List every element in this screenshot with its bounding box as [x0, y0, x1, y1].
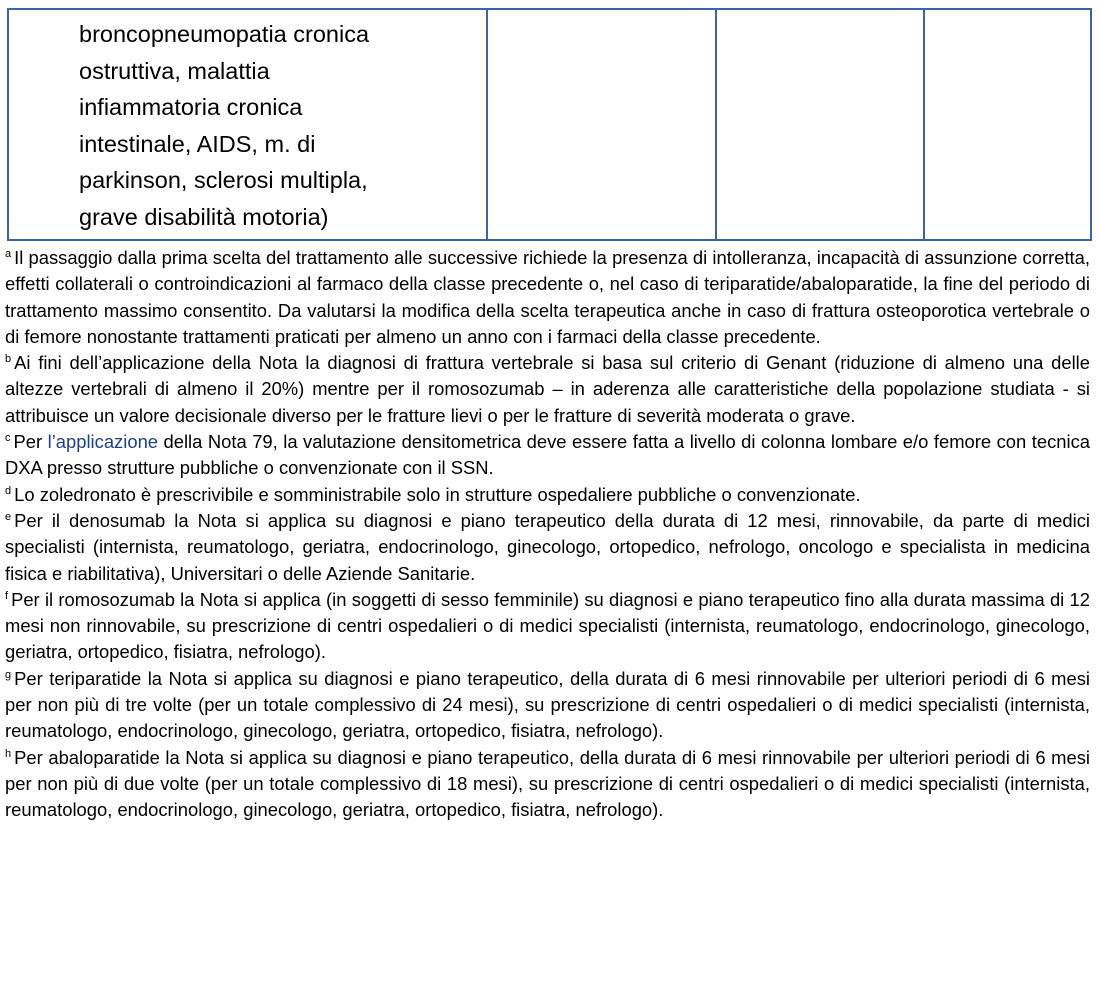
- footnote-c: [5, 429, 1090, 482]
- footnote-marker: e: [5, 510, 12, 523]
- footnote-e: [5, 508, 1090, 587]
- footnote-text: Il passaggio dalla prima scelta del trattamento alle successive richiede la presenza di intolleranza, incapacità di assunzione corretta, effetti collaterali o controindicazioni al farmaco della classe precedente o, nel caso di teriparatide/abaloparatide, la fine del periodo di trattamento massimo consentito. Da valutarsi la modifica della scelta terapeutica anche in caso di frattura osteoporotica vertebrale o di femore nonostante trattamenti praticati per almeno un anno con i farmaci della classe precedente.: [5, 247, 1090, 347]
- footnote-marker: a: [5, 248, 12, 260]
- footnote-f: [5, 587, 1090, 666]
- condition-text: [9, 10, 486, 236]
- footnote-text: Ai fini dell’applicazione della Nota la diagnosi di frattura vertebrale si basa sul criterio di Genant (riduzione di almeno una delle altezze vertebrali di almeno il 20%) mentre per il romosozumab – in aderenza alle caratteristiche della popolazione studiata - si attribuisce un valore decisionale diverso per le fratture lievi o per le fratture di severità moderata o grave.: [5, 352, 1090, 426]
- footnotes: [5, 245, 1090, 824]
- empty-cell: [924, 9, 1091, 240]
- footnote-a: [5, 245, 1090, 350]
- footnote-text: Per teriparatide la Nota si applica su diagnosi e piano terapeutico, della durata di 6 mesi rinnovabile per ulteriori periodi di 6 mesi per non più di tre volte (per un totale complessivo di 24 mesi), su prescrizione di centri ospedalieri o di medici specialisti (internista, reumatologo, endocrinologo, ginecologo, geriatra, ortopedico, fisiatra, nefrologo).: [5, 667, 1090, 742]
- footnote-text: Per il romosozumab la Nota si applica (in soggetti di sesso femminile) su diagnosi e piano terapeutico fino alla durata massima di 12 mesi non rinnovabile, su prescrizione di centri ospedalieri o di medici specialisti (internista, reumatologo, endocrinologo, ginecologo, geriatra, ortopedico, fisiatra, nefrologo).: [5, 588, 1090, 663]
- footnote-text: Lo zoledronato è prescrivibile e somministrabile solo in strutture ospedaliere pubbliche o convenzionate.: [14, 483, 861, 505]
- footnote-b: [5, 350, 1090, 429]
- condition-line: intestinale, AIDS, m. di: [79, 130, 316, 157]
- empty-cell: [716, 9, 924, 240]
- footnote-g: [5, 666, 1090, 745]
- empty-cell: [487, 9, 716, 240]
- footnote-link[interactable]: l’applicazione: [47, 431, 159, 453]
- table-row: [8, 9, 1091, 240]
- footnote-d: [5, 482, 1090, 508]
- conditions-table: [7, 8, 1092, 241]
- footnote-marker: h: [5, 747, 12, 760]
- condition-line: parkinson, sclerosi multipla,: [79, 167, 368, 194]
- condition-line: ostruttiva, malattia: [79, 57, 270, 84]
- footnote-marker: b: [5, 353, 12, 366]
- footnote-text: della Nota 79, la valutazione densitometrica deve essere fatta a livello di colonna lombare e/o femore con tecnica DXA presso strutture pubbliche o convenzionate con il SSN.: [5, 431, 1090, 479]
- condition-line: broncopneumopatia cronica: [79, 21, 370, 47]
- footnote-marker: d: [5, 484, 12, 497]
- condition-cell: [8, 9, 487, 240]
- footnote-marker: g: [5, 668, 12, 681]
- footnote-text: Per il denosumab la Nota si applica su diagnosi e piano terapeutico della durata di 12 mesi, rinnovabile, da parte di medici specialisti (internista, reumatologo, geriatra, endocrinologo, ginecologo, ortopedico, nefrologo, oncologo e specialista in medicina fisica e riabilitativa), Universitari o delle Aziende Sanitarie.: [5, 509, 1090, 584]
- footnote-marker: f: [5, 589, 9, 602]
- condition-line: infiammatoria cronica: [79, 94, 303, 121]
- footnote-text: Per abaloparatide la Nota si applica su diagnosi e piano terapeutico, della durata di 6 mesi rinnovabile per ulteriori periodi di 6 mesi per non più di due volte (per un totale complessivo di 18 mesi), su prescrizione di centri ospedalieri o di medici specialisti (internista, reumatologo, endocrinologo, ginecologo, geriatra, ortopedico, fisiatra, nefrologo).: [5, 746, 1090, 821]
- condition-line: grave disabilità motoria): [79, 203, 329, 230]
- footnote-marker: c: [5, 432, 11, 445]
- footnote-h: [5, 745, 1090, 824]
- footnote-prefix: Per: [13, 431, 48, 453]
